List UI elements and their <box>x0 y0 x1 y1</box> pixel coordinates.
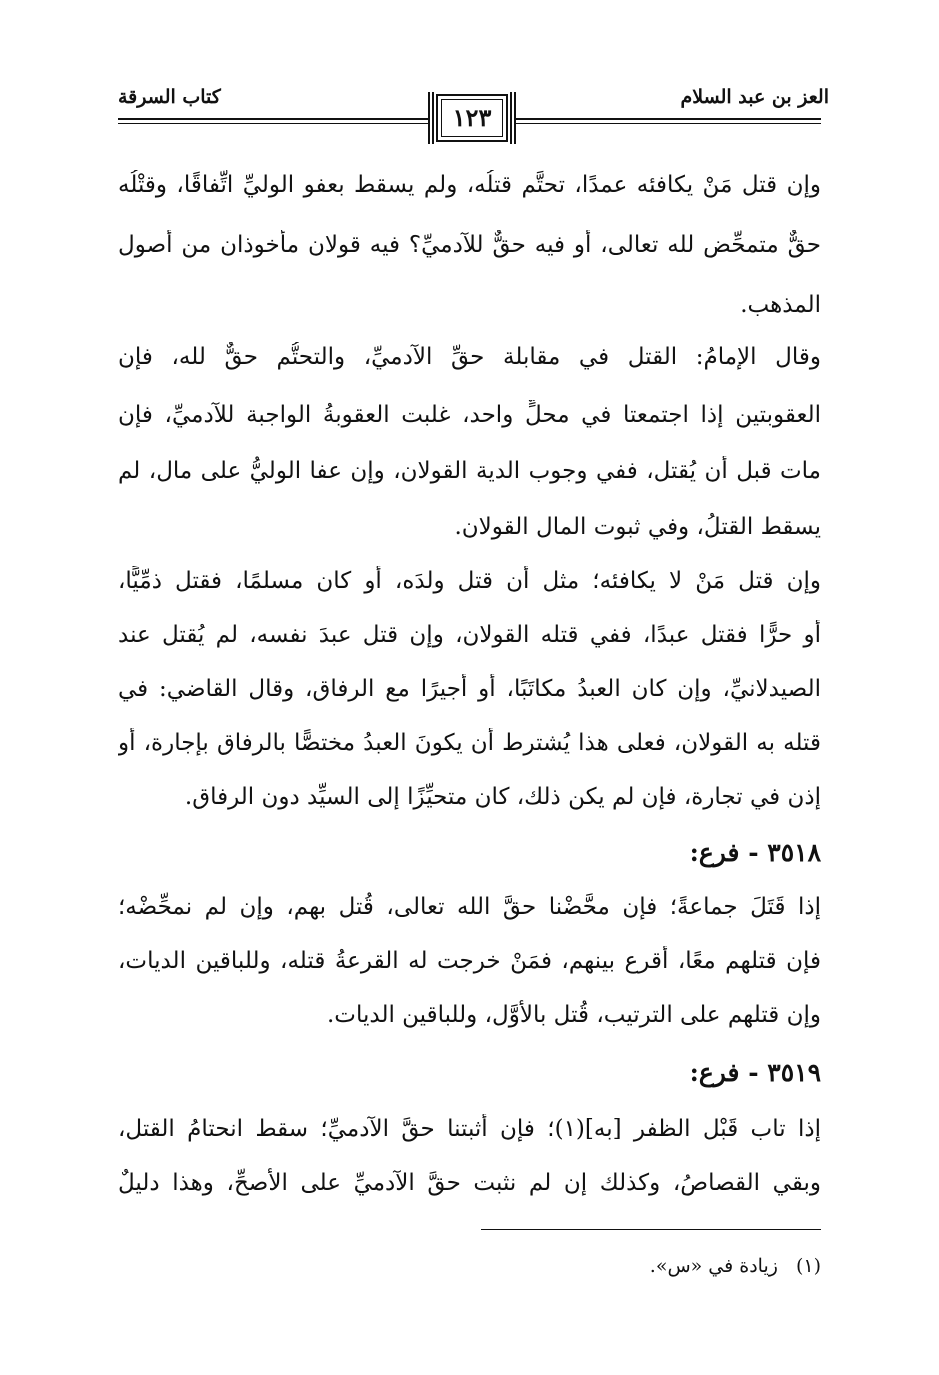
text-line: فإن قتلهم معًا، أُقرع بينهم، فمَنْ خرجت له القرعةُ قتله، وللباقين الديات، <box>118 948 821 974</box>
text-line: حقٌّ متمحِّض لله تعالى، أو فيه حقٌّ للآدميِّ؟ فيه قولان مأخوذان من أصول <box>118 232 821 258</box>
text-line: وبقي القصاصُ، وكذلك إن لم نثبت حقَّ الآدميِّ على الأصحِّ، وهذا دليلٌ <box>118 1170 821 1196</box>
running-header-chapter: كتاب السرقة <box>118 86 221 108</box>
text-line: وإن قتل مَنْ لا يكافئه؛ مثل أن قتل ولدَه، أو كان مسلمًا، فقتل ذمِّيًّا، <box>118 568 821 594</box>
text-line: إذا قَتَلَ جماعةً؛ فإن محَّضْنا حقَّ الله تعالى، قُتل بهم، وإن لم نمحِّضْه؛ <box>118 894 821 920</box>
text-line: يسقط القتلُ، وفي ثبوت المال القولان. <box>454 514 821 540</box>
text-line: قتله به القولان، فعلى هذا يُشترط أن يكونَ العبدُ مختصًّا بالرفاق بإجارة، أو <box>118 730 821 756</box>
text-line: وإن قتل مَنْ يكافئه عمدًا، تحتَّم قتلُه، ولم يسقط بعفو الوليِّ اتِّفاقًا، وقتْلُه <box>118 172 821 198</box>
footnote-separator <box>481 1229 821 1230</box>
footnote <box>650 1255 821 1277</box>
running-header-author: العز بن عبد السلام <box>680 86 829 108</box>
text-line: الصيدلانيِّ، وإن كان العبدُ مكاتَبًا، أو أجيرًا مع الرفاق، وقال القاضي: في <box>118 676 821 702</box>
page-number: ١٢٣ <box>452 103 492 132</box>
text-line: إذا تاب قَبْل الظفر [به](١)؛ فإن أثبتنا حقَّ الآدميِّ؛ سقط انحتامُ القتل، <box>118 1116 821 1142</box>
page-number-frame <box>428 92 516 144</box>
header-rule-left-thick <box>118 118 430 120</box>
text-line: مات قبل أن يُقتل، ففي وجوب الدية القولان، وإن عفا الوليُّ على مال، لم <box>118 458 821 484</box>
footnote-text: زيادة في «س». <box>649 1255 778 1277</box>
text-line: وقال الإمامُ: القتل في مقابلة حقِّ الآدميِّ، والتحتُّم حقٌّ لله، فإن <box>118 344 821 370</box>
text-line: وإن قتلهم على الترتيب، قُتل بالأوَّل، وللباقين الديات. <box>327 1002 821 1028</box>
section-heading: ٣٥١٨ - فرع: <box>689 838 821 867</box>
header-rule-right-thick <box>514 118 821 120</box>
header-rule-right-thin <box>514 123 821 124</box>
text-line: أو حرًّا فقتل عبدًا، ففي قتله القولان، وإن قتل عبدَ نفسه، لم يُقتل عند <box>118 622 821 648</box>
text-line: المذهب. <box>740 292 821 318</box>
footnote-number: (١) <box>795 1255 821 1277</box>
text-line: العقوبتين إذا اجتمعتا في محلٍّ واحد، غلبت العقوبةُ الواجبة للآدميِّ، فإن <box>118 402 821 428</box>
header-rule-left-thin <box>118 123 430 124</box>
section-heading: ٣٥١٩ - فرع: <box>689 1058 821 1087</box>
text-line: إذن في تجارة، فإن لم يكن ذلك، كان متحيِّزًا إلى السيِّد دون الرفاق. <box>184 784 821 810</box>
